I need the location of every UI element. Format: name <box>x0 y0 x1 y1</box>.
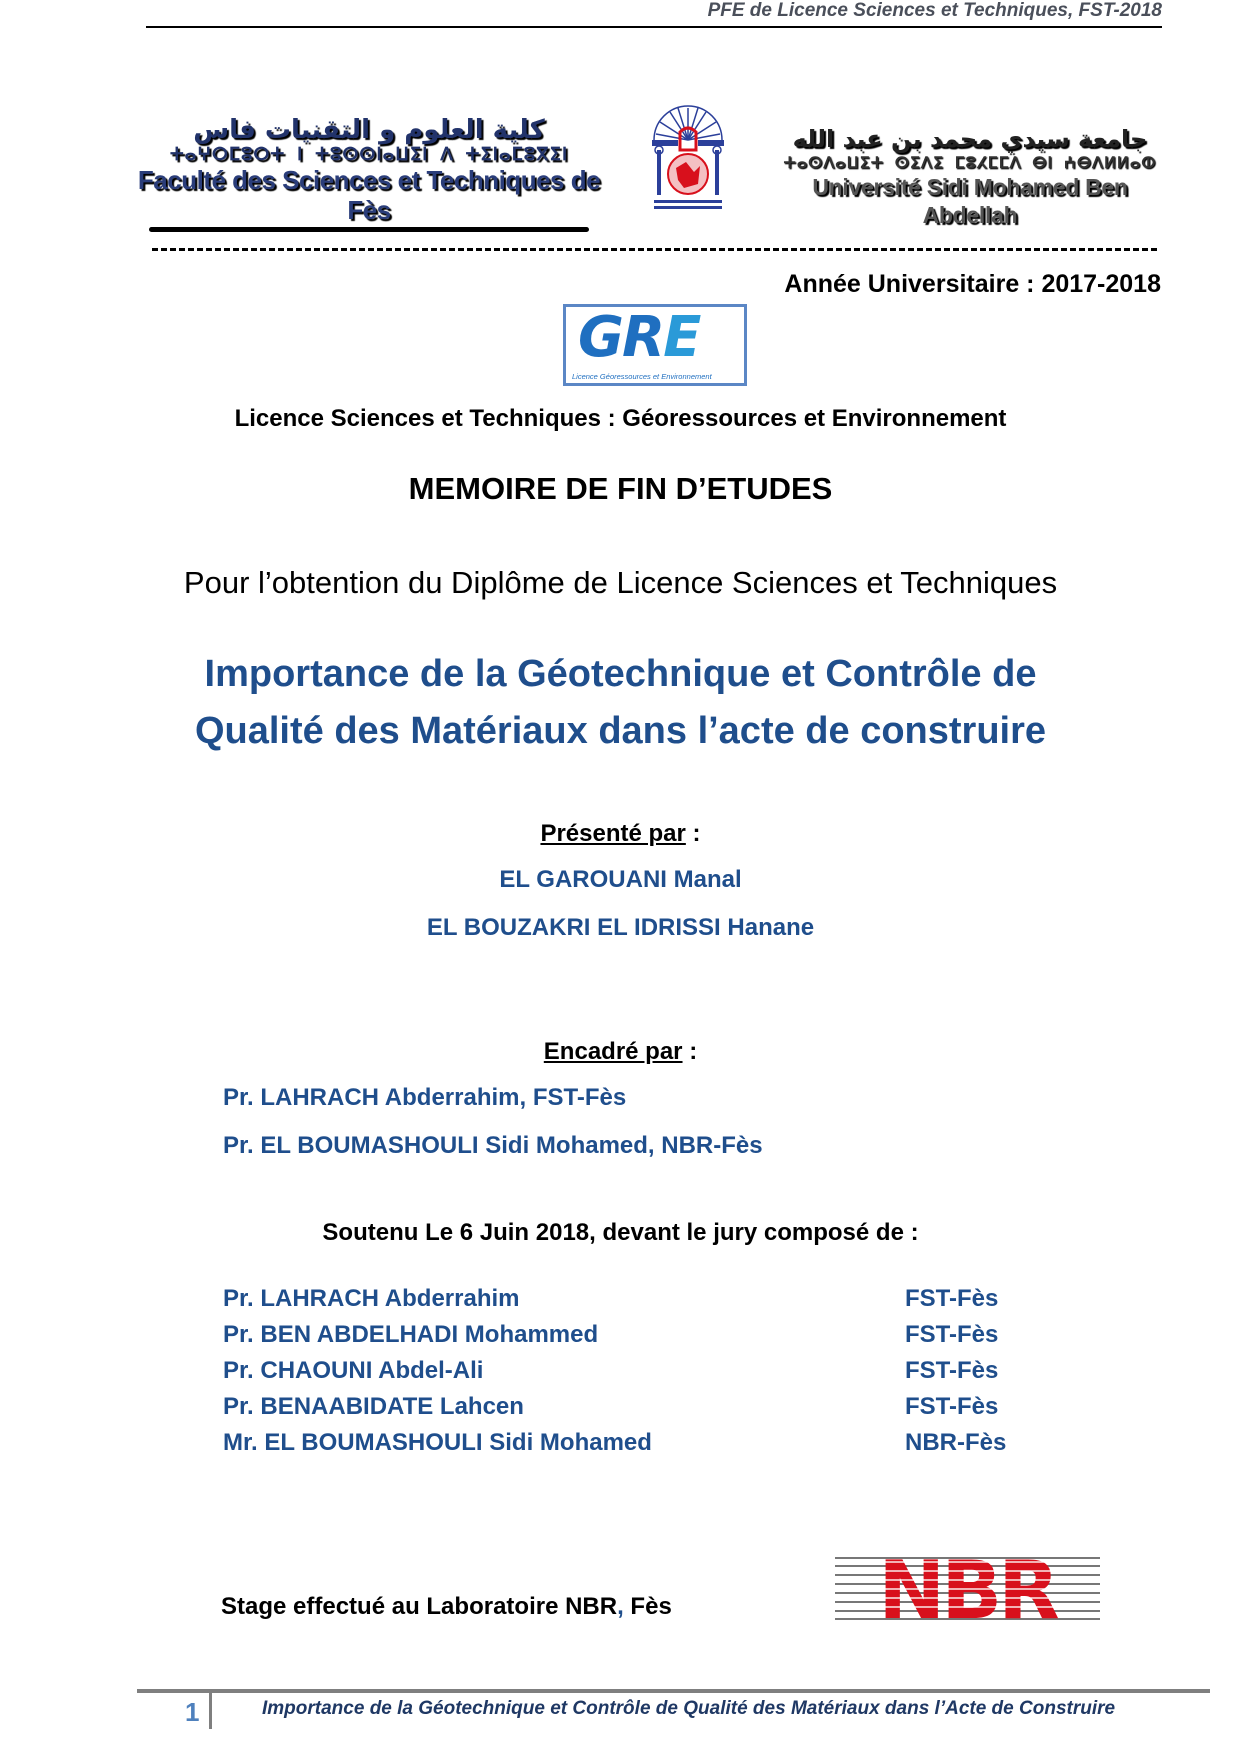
jury-member-name: Pr. BEN ABDELHADI Mohammed <box>223 1321 599 1348</box>
thesis-title <box>0 646 1241 760</box>
usmba-logo-tifinagh: ⵜⴰⵙⴷⴰⵡⵉⵜ ⵙⵉⴷⵉ ⵎⵓⵃⵎⵎⴷ ⴱⵏ ⵄⴱⴷⵍⵍⴰⵀ <box>783 153 1157 172</box>
fst-logo-underline <box>149 227 589 232</box>
usmba-logo-french: Université Sidi Mohamed Ben Abdellah <box>812 174 1128 228</box>
running-header: PFE de Licence Sciences et Techniques, FST-2018 <box>707 0 1162 21</box>
thesis-title-line-2: Qualité des Matériaux dans l’acte de construire <box>194 710 1047 752</box>
gre-letters-gr: GR <box>578 305 664 370</box>
footer-divider <box>209 1689 212 1729</box>
gre-logo-subtitle: Licence Géoressources et Environnement <box>572 372 712 381</box>
nbr-logo-text: NBR <box>878 1552 1056 1622</box>
presented-by-colon: : <box>685 820 701 847</box>
presented-by-label <box>0 820 1241 848</box>
jury-member-name: Pr. LAHRACH Abderrahim <box>223 1285 520 1312</box>
jury-member-institution: FST-Fès <box>905 1393 999 1420</box>
presented-by-text: Présenté par <box>540 820 686 847</box>
usmba-emblem-icon <box>640 88 736 218</box>
supervised-by-colon: : <box>682 1038 698 1065</box>
program-name: Licence Sciences et Techniques : Géoressources et Environnement <box>234 405 1007 432</box>
jury-member-institution: NBR-Fès <box>905 1429 1007 1456</box>
fst-logo-french: Faculté des Sciences et Techniques de Fès <box>137 165 601 225</box>
jury-member-name: Mr. EL BOUMASHOULI Sidi Mohamed <box>223 1429 652 1456</box>
internship-city: Fès <box>623 1593 672 1620</box>
author-1: EL GAROUANI Manal <box>499 866 742 893</box>
author-2: EL BOUZAKRI EL IDRISSI Hanane <box>426 914 815 941</box>
fst-logo-tifinagh: ⵜⴰⵖⵔⵎⵓⵔⵜ ⵏ ⵜⵓⵙⵙⵏⴰⵡⵉⵏ ⴷ ⵜⵉⵏⴰⵎⵓⴳⵉⵏ <box>169 144 569 165</box>
document-type: MEMOIRE DE FIN D’ETUDES <box>408 471 833 506</box>
jury-member-institution: FST-Fès <box>905 1285 999 1312</box>
gre-letter-e: E <box>663 305 700 370</box>
internship-comma: , <box>617 1593 624 1620</box>
supervised-by-text: Encadré par <box>543 1038 683 1065</box>
footer-title: Importance de la Géotechnique et Contrôle de Qualité des Matériaux dans l’Acte de Construire <box>262 1698 1116 1719</box>
fst-logo <box>130 115 608 225</box>
jury-member-name: Pr. BENAABIDATE Lahcen <box>223 1393 524 1420</box>
thesis-title-line-1: Importance de la Géotechnique et Contrôle de <box>204 653 1037 695</box>
internship-text: Stage effectué au Laboratoire NBR <box>221 1593 618 1620</box>
supervisor-1: Pr. LAHRACH Abderrahim, FST-Fès <box>223 1084 627 1111</box>
header-rule <box>146 26 1162 28</box>
jury-member-institution: FST-Fès <box>905 1357 999 1384</box>
defense-info: Soutenu Le 6 Juin 2018, devant le jury composé de : <box>322 1219 919 1246</box>
nbr-logo-icon <box>835 1552 1100 1622</box>
fst-logo-arabic: كلية العلوم و التقنيات فاس <box>193 115 545 145</box>
academic-year: Année Universitaire : 2017-2018 <box>784 270 1161 298</box>
usmba-logo-arabic: جامعة سيدي محمد بن عبد الله <box>792 125 1148 153</box>
gre-logo-letters <box>578 305 699 370</box>
footer-rule <box>137 1689 1210 1693</box>
diploma-purpose: Pour l’obtention du Diplôme de Licence Sciences et Techniques <box>183 565 1058 600</box>
jury-member-name: Pr. CHAOUNI Abdel-Ali <box>223 1357 484 1384</box>
jury-member-institution: FST-Fès <box>905 1321 999 1348</box>
supervisor-2: Pr. EL BOUMASHOULI Sidi Mohamed, NBR-Fès <box>223 1132 763 1159</box>
gre-logo <box>563 304 747 386</box>
supervised-by-label <box>0 1038 1241 1066</box>
dashed-separator <box>152 248 1157 251</box>
internship-info <box>221 1593 672 1621</box>
page-number: 1 <box>185 1697 200 1727</box>
usmba-logo <box>770 125 1170 228</box>
